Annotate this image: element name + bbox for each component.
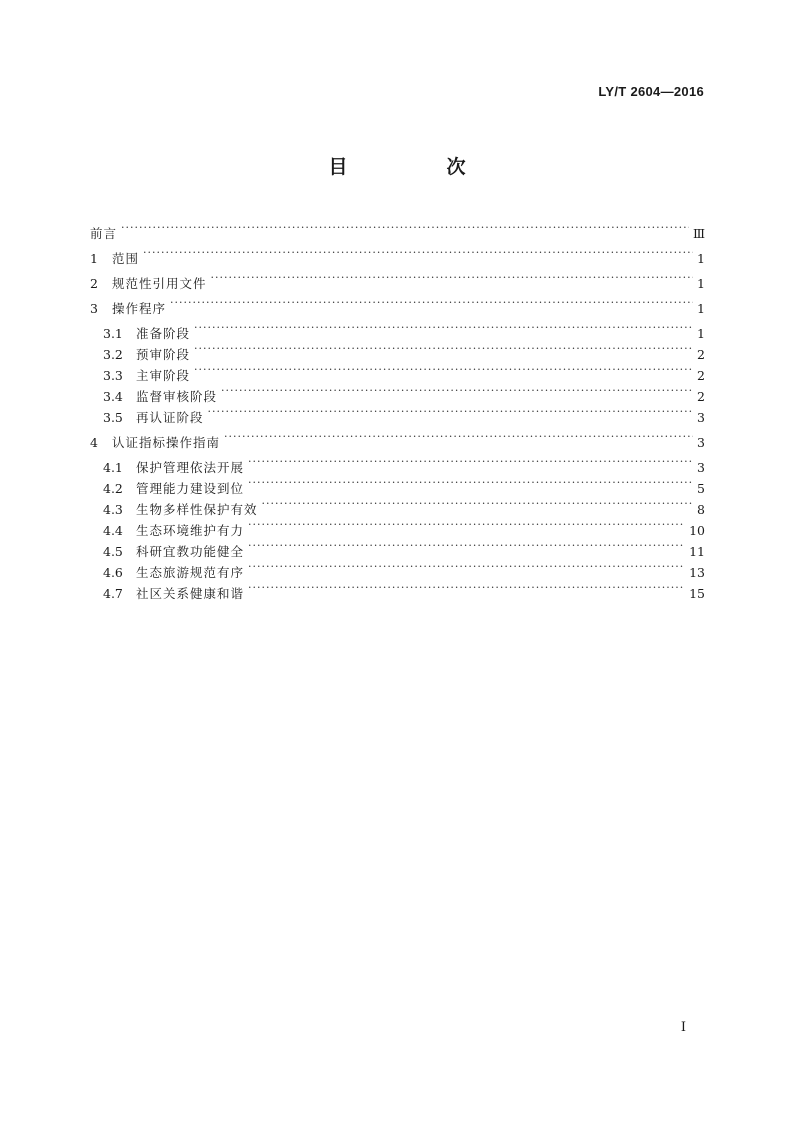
toc-leader-dots: [221, 380, 693, 401]
toc-entry-page: 3: [697, 410, 705, 425]
toc-entry-number: 2: [90, 276, 98, 291]
toc-entry-title: 生物多样性保护有效: [136, 502, 258, 517]
toc-entry-page: 3: [697, 460, 705, 475]
toc-entry-page: 1: [697, 326, 705, 341]
toc-entry-operating-procedure[interactable]: [90, 292, 705, 316]
toc-entry-title: 预审阶段: [136, 347, 191, 362]
toc-entry-title: 主审阶段: [136, 368, 191, 383]
toc-entry-title: 管理能力建设到位: [136, 481, 245, 496]
toc-leader-dots: [248, 472, 693, 493]
toc-leader-dots: [248, 451, 693, 472]
toc-entry-title: 前言: [90, 226, 118, 241]
toc-entry-title: 生态旅游规范有序: [136, 565, 245, 580]
toc-entry-page: 11: [689, 544, 705, 559]
toc-leader-dots: [194, 317, 693, 338]
toc-entry-number: 4.6: [103, 565, 123, 580]
toc-entry-number: 3.2: [103, 347, 123, 362]
toc-leader-dots: [248, 535, 685, 556]
table-of-contents: [90, 217, 705, 601]
toc-leader-dots: [208, 401, 694, 422]
toc-entry-page: 5: [697, 481, 705, 496]
toc-entry-page: 1: [697, 251, 705, 266]
toc-entry-title: 操作程序: [112, 301, 167, 316]
toc-entry-page: 2: [697, 368, 705, 383]
toc-entry-page: 1: [697, 276, 705, 291]
toc-leader-dots: [194, 338, 693, 359]
toc-entry-page: 8: [697, 502, 705, 517]
page-title: 目 次: [328, 156, 506, 178]
page-number: I: [680, 1020, 686, 1035]
toc-leader-dots: [248, 577, 685, 598]
toc-entry-number: 4.4: [103, 523, 123, 538]
toc-entry-number: 3.5: [103, 410, 123, 425]
toc-entry-number: 4.2: [103, 481, 123, 496]
toc-entry-title: 科研宜教功能健全: [136, 544, 245, 559]
toc-entry-number: 3: [90, 301, 98, 316]
toc-entry-page: 2: [697, 389, 705, 404]
toc-entry-title: 保护管理依法开展: [136, 460, 245, 475]
toc-leader-dots: [143, 242, 693, 263]
toc-entry-number: 3.3: [103, 368, 123, 383]
standard-code: LY/T 2604—2016: [598, 84, 704, 99]
toc-leader-dots: [248, 514, 685, 535]
toc-entry-number: 3.4: [103, 389, 123, 404]
toc-leader-dots: [194, 359, 693, 380]
toc-leader-dots: [121, 217, 689, 238]
toc-entry-certification-guide[interactable]: [90, 426, 705, 450]
toc-entry-number: 4.7: [103, 586, 123, 601]
toc-entry-page: 3: [697, 435, 705, 450]
toc-entry-title: 准备阶段: [136, 326, 191, 341]
toc-entry-title: 生态环境维护有力: [136, 523, 245, 538]
toc-entry-foreword[interactable]: [90, 217, 705, 241]
toc-entry-number: 3.1: [103, 326, 123, 341]
toc-entry-title: 规范性引用文件: [112, 276, 207, 291]
toc-entry-page: 15: [689, 586, 705, 601]
toc-entry-page: 2: [697, 347, 705, 362]
toc-entry-page: 10: [689, 523, 705, 538]
toc-entry-scope[interactable]: [90, 242, 705, 266]
toc-entry-number: 1: [90, 251, 98, 266]
toc-entry-number: 4: [90, 435, 98, 450]
toc-entry-title: 认证指标操作指南: [112, 435, 221, 450]
toc-entry-title: 再认证阶段: [136, 410, 204, 425]
toc-entry-page: Ⅲ: [692, 226, 705, 241]
toc-entry-number: 4.5: [103, 544, 123, 559]
toc-leader-dots: [170, 292, 693, 313]
toc-leader-dots: [224, 426, 693, 447]
toc-entry-4-1[interactable]: [90, 451, 705, 475]
toc-leader-dots: [248, 556, 685, 577]
toc-entry-page: 13: [689, 565, 705, 580]
toc-leader-dots: [211, 267, 694, 288]
toc-entry-title: 范围: [112, 251, 140, 266]
toc-entry-normative-references[interactable]: [90, 267, 705, 291]
toc-entry-title: 监督审核阶段: [136, 389, 218, 404]
toc-entry-number: 4.3: [103, 502, 123, 517]
toc-entry-number: 4.1: [103, 460, 123, 475]
toc-entry-page: 1: [697, 301, 705, 316]
toc-entry-title: 社区关系健康和谐: [136, 586, 245, 601]
toc-entry-3-1[interactable]: [90, 317, 705, 341]
toc-leader-dots: [262, 493, 694, 514]
